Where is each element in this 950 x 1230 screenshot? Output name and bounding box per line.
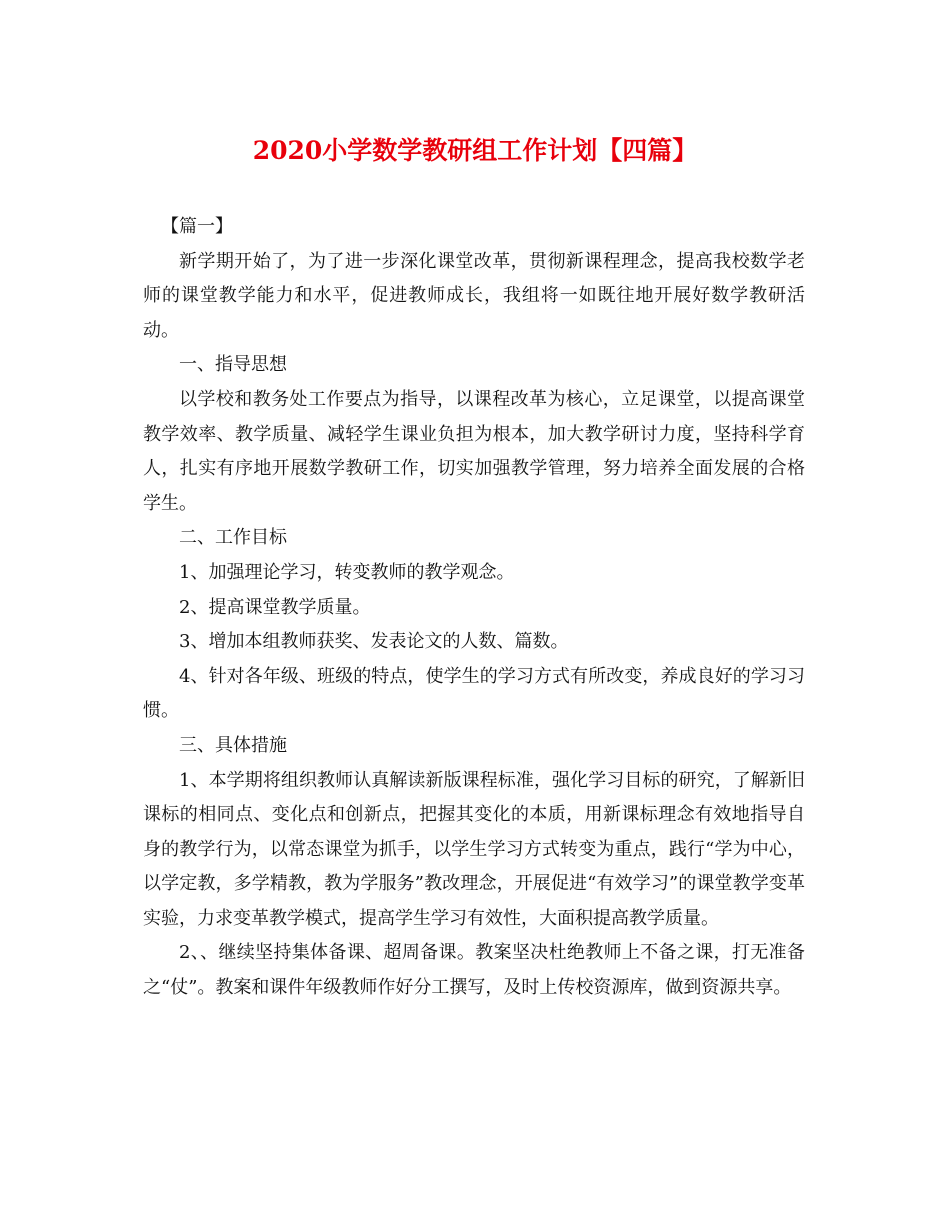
- heading-specific-measures: 三、具体措施: [179, 734, 287, 756]
- measure-item-2: 2、、继续坚持集体备课、超周备课。教案坚决杜绝教师上不备之课，打无准备之“仗”。教案和课件年级教师作好分工撰写，及时上传校资源库，做到资源共享。: [143, 942, 805, 999]
- goal-item-4: 4、针对各年级、班级的特点，使学生的学习方式有所改变，养成良好的学习习惯。: [143, 665, 805, 722]
- guiding-ideology-paragraph: 以学校和教务处工作要点为指导，以课程改革为核心，立足课堂，以提高课堂教学效率、教学质量、减轻学生课业负担为根本，加大教学研讨力度，坚持科学育人，扎实有序地开展数学教研工作，切实加强教学管理，努力培养全面发展的合格学生。: [143, 388, 805, 514]
- document-title: 2020小学数学教研组工作计划【四篇】: [252, 136, 698, 165]
- intro-paragraph: 新学期开始了，为了进一步深化课堂改革，贯彻新课程理念，提高我校数学老师的课堂教学能力和水平，促进教师成长，我组将一如既往地开展好数学教研活动。: [143, 250, 805, 341]
- goal-item-3: 3、增加本组教师获奖、发表论文的人数、篇数。: [179, 631, 569, 653]
- heading-work-goals: 二、工作目标: [179, 527, 287, 549]
- document-body: [143, 210, 805, 1006]
- goal-item-2: 2、提高课堂教学质量。: [179, 596, 371, 618]
- measure-item-1: 1、本学期将组织教师认真解读新版课程标准，强化学习目标的研究，了解新旧课标的相同点、变化点和创新点，把握其变化的本质，用新课标理念有效地指导自身的教学行为，以常态课堂为抓手，以学生学习方式转变为重点，践行“学为中心，以学定教，多学精教，教为学服务”教改理念，开展促进“有效学习”的课堂教学变革实验，力求变革教学模式，提高学生学习有效性，大面积提高教学质量。: [143, 769, 805, 929]
- section-heading-part-one: 【篇一】: [161, 216, 233, 237]
- heading-guiding-ideology: 一、指导思想: [179, 354, 287, 376]
- goal-item-1: 1、加强理论学习，转变教师的教学观念。: [179, 561, 515, 583]
